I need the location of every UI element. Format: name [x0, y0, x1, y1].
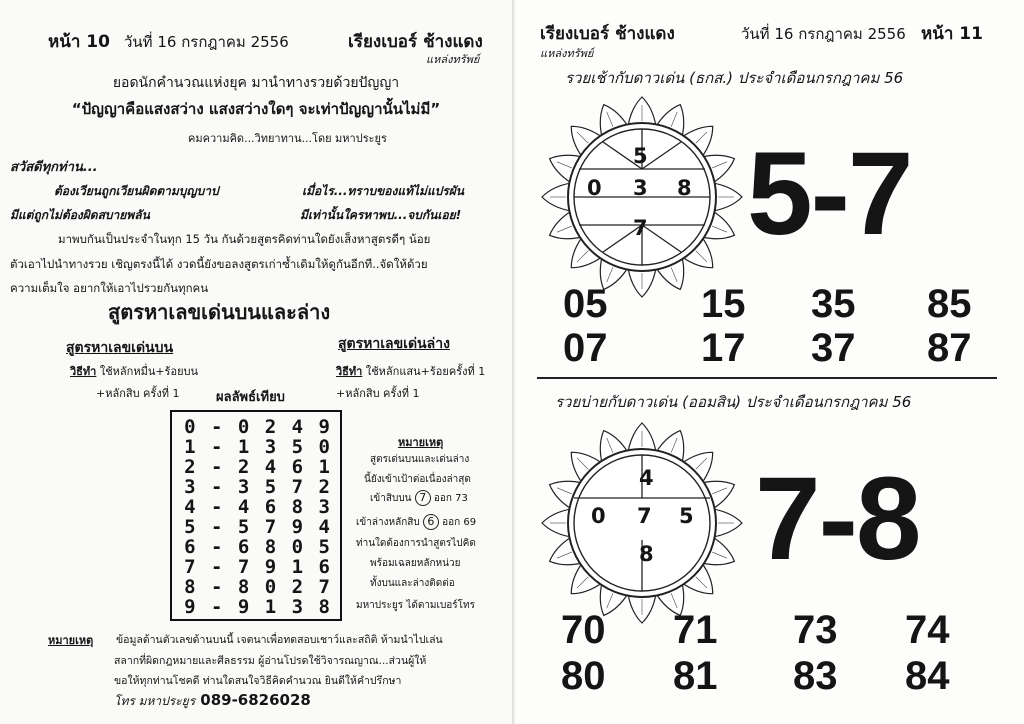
note-line-1: สูตรเด่นบนและเด่นล่าง [370, 454, 470, 465]
note-line-2: นี้ยังเข้าเป้าต่อเนื่องล่าสุด [364, 474, 471, 485]
section1-headline: 5-7 [747, 128, 912, 260]
circled-digit: 7 [415, 490, 431, 506]
pair-number: 83 [793, 654, 838, 698]
intro-line-3: ความเต็มใจ อยากให้เอาไปรวยกันทุกคน [10, 281, 209, 295]
section-divider [537, 377, 997, 379]
upper-method-label: วิธีทำ [70, 365, 97, 378]
note-line-8: มหาประยูร ได้ตามเบอร์โทร [356, 600, 475, 611]
pair-number: 05 [563, 282, 608, 326]
poem-line-a2: เมื่อไร...ทราบของแท้ไม่แปรผัน [302, 184, 464, 198]
phone-label: โทร มหาประยูร [114, 694, 196, 708]
left-issue-date: วันที่ 16 กรกฎาคม 2556 [124, 33, 289, 51]
note-line-6: พร้อมเฉลยหลักหน่วย [370, 558, 461, 569]
wheel2-bottom-digit: 8 [639, 542, 654, 566]
pair-number: 81 [673, 654, 718, 698]
result-table [170, 410, 342, 621]
upper-method-line2: +หลักสิบ ครั้งที่ 1 [96, 387, 180, 400]
table-row: 6 - 6 8 0 5 [184, 536, 332, 558]
right-issue-date: วันที่ 16 กรกฎาคม 2556 [741, 25, 906, 43]
pair-number: 07 [563, 326, 608, 370]
table-row: 8 - 8 0 2 7 [184, 576, 332, 598]
section1-title: รวยเช้ากับดาวเด่น (ธกส.) ประจำเดือนกรกฎาคม 56 [565, 69, 904, 87]
note-line-7: ทั้งบนและล่างติดต่อ [370, 578, 455, 589]
note-line-5: ท่านใดต้องการนำสูตรไปคิด [356, 538, 476, 549]
contact-line [114, 690, 311, 711]
disclaimer-line-1: ข้อมูลด้านตัวเลขด้านบนนี้ เจตนาเพื่อทดสอบเชาว์และสถิติ ห้ามนำไปเล่น [116, 634, 443, 646]
upper-formula-title: สูตรหาเลขเด่นบน [66, 340, 174, 356]
wheel1-mid-digit: 8 [677, 176, 692, 200]
left-brand-sub: แหล่งทรัพย์ [426, 53, 480, 66]
note-line-4-suffix: ออก 69 [442, 517, 477, 528]
phone-number[interactable]: 089-6826028 [200, 691, 311, 709]
lower-method-label: วิธีทำ [336, 365, 363, 378]
circled-digit: 6 [423, 514, 439, 530]
pair-number: 85 [927, 282, 972, 326]
wheel2-mid-digit: 0 [591, 504, 606, 528]
wheel2-top-digit: 4 [639, 466, 654, 490]
pair-number: 35 [811, 282, 856, 326]
result-table-title: ผลลัพธ์เทียบ [212, 386, 289, 407]
poem-line-b2: มีเท่านั้นใครหาพบ...จบกันเอย! [300, 208, 462, 222]
wheel1-mid-digit: 0 [587, 176, 602, 200]
table-row: 3 - 3 5 7 2 [184, 476, 332, 498]
slogan-line-2: “ปัญญาคือแสงสว่าง แสงสว่างใดๆ จะเท่าปัญญานั้นไม่มี” [71, 100, 441, 118]
section-title: สูตรหาเลขเด่นบนและล่าง [108, 300, 331, 324]
section2-title: รวยบ่ายกับดาวเด่น (ออมสิน) ประจำเดือนกรกฎาคม 56 [555, 393, 912, 411]
table-row: 0 - 0 2 4 9 [184, 416, 332, 438]
right-page [515, 0, 1024, 724]
note-line-4-prefix: เข้าล่างหลักสิบ [356, 517, 420, 528]
pair-number: 17 [701, 326, 746, 370]
note-line-4 [356, 514, 476, 530]
wheel1-mid-digit: 3 [633, 176, 648, 200]
wheel1-bottom-digit: 7 [633, 216, 648, 240]
wheel1-top-digit: 5 [633, 144, 648, 168]
note-line-3-suffix: ออก 73 [433, 493, 468, 504]
right-brand: เรียงเบอร์ ช้างแดง [540, 24, 675, 44]
column-credit: คมความคิด...วิทยาทาน...โดย มหาประยูร [188, 132, 387, 145]
note-line-3-prefix: เข้าสิบบน [370, 493, 412, 504]
lower-formula-title: สูตรหาเลขเด่นล่าง [338, 336, 450, 352]
pair-number: 80 [561, 654, 606, 698]
disclaimer-label: หมายเหตุ [48, 634, 94, 647]
wheel2-mid-digit: 7 [637, 504, 652, 528]
pair-number: 73 [793, 608, 838, 652]
left-page-number: หน้า 10 [48, 32, 110, 52]
pair-number: 87 [927, 326, 972, 370]
right-page-number: หน้า 11 [921, 24, 983, 44]
left-brand: เรียงเบอร์ ช้างแดง [348, 32, 483, 52]
pair-number: 71 [673, 608, 718, 652]
poem-line-b1: มีแต่ถูกไม่ต้องผิดสบายพลัน [10, 208, 150, 222]
intro-line-1: มาพบกันเป็นประจำในทุก 15 วัน กันด้วยสูตรคิดท่านใดยังเส็งหาสูตรดีๆ น้อย [58, 232, 431, 246]
table-row: 7 - 7 9 1 6 [184, 556, 332, 578]
table-row: 4 - 4 6 8 3 [184, 496, 332, 518]
pair-number: 70 [561, 608, 606, 652]
disclaimer-line-3: ขอให้ทุกท่านโชคดี ท่านใดสนใจวิธีคิดคำนวณ ยินดีให้คำปรึกษา [114, 675, 402, 687]
section2-headline: 7-8 [755, 453, 920, 585]
poem-line-a1: ต้องเวียนถูกเวียนผิดตามบุญบาป [54, 184, 219, 198]
right-brand-sub: แหล่งทรัพย์ [540, 47, 594, 60]
table-row: 9 - 9 1 3 8 [184, 596, 332, 618]
pair-number: 37 [811, 326, 856, 370]
greeting: สวัสดีทุกท่าน... [10, 160, 98, 175]
wheel2-mid-digit: 5 [679, 504, 694, 528]
lower-method-line2: +หลักสิบ ครั้งที่ 1 [336, 387, 420, 400]
slogan-line-1: ยอดนักคำนวณแห่งยุค มานำทางรวยด้วยปัญญา [112, 75, 400, 91]
pair-number: 84 [905, 654, 950, 698]
pair-number: 74 [905, 608, 950, 652]
note-line-3 [370, 490, 468, 506]
lower-method-line1: ใช้หลักแสน+ร้อยครั้งที่ 1 [365, 365, 486, 378]
upper-method-line1: ใช้หลักหมื่น+ร้อยบน [99, 365, 199, 378]
intro-line-2: ตัวเอาไปนำทางรวย เชิญตรงนี้ได้ งวดนี้ยังขอลงสูตรเก่าซ้ำเดิมให้ดูกันอีกที..จัดให้ด้วย [10, 257, 428, 271]
disclaimer-line-2: สลากที่ผิดกฎหมายและศีลธรรม ผู้อ่านโปรดใช้วิจารณญาณ...ส่วนผู้ให้ [114, 655, 427, 667]
table-row: 2 - 2 4 6 1 [184, 456, 332, 478]
pair-number: 15 [701, 282, 746, 326]
table-row: 5 - 5 7 9 4 [184, 516, 332, 538]
table-row: 1 - 1 3 5 0 [184, 436, 332, 458]
note-title: หมายเหตุ [398, 436, 444, 449]
